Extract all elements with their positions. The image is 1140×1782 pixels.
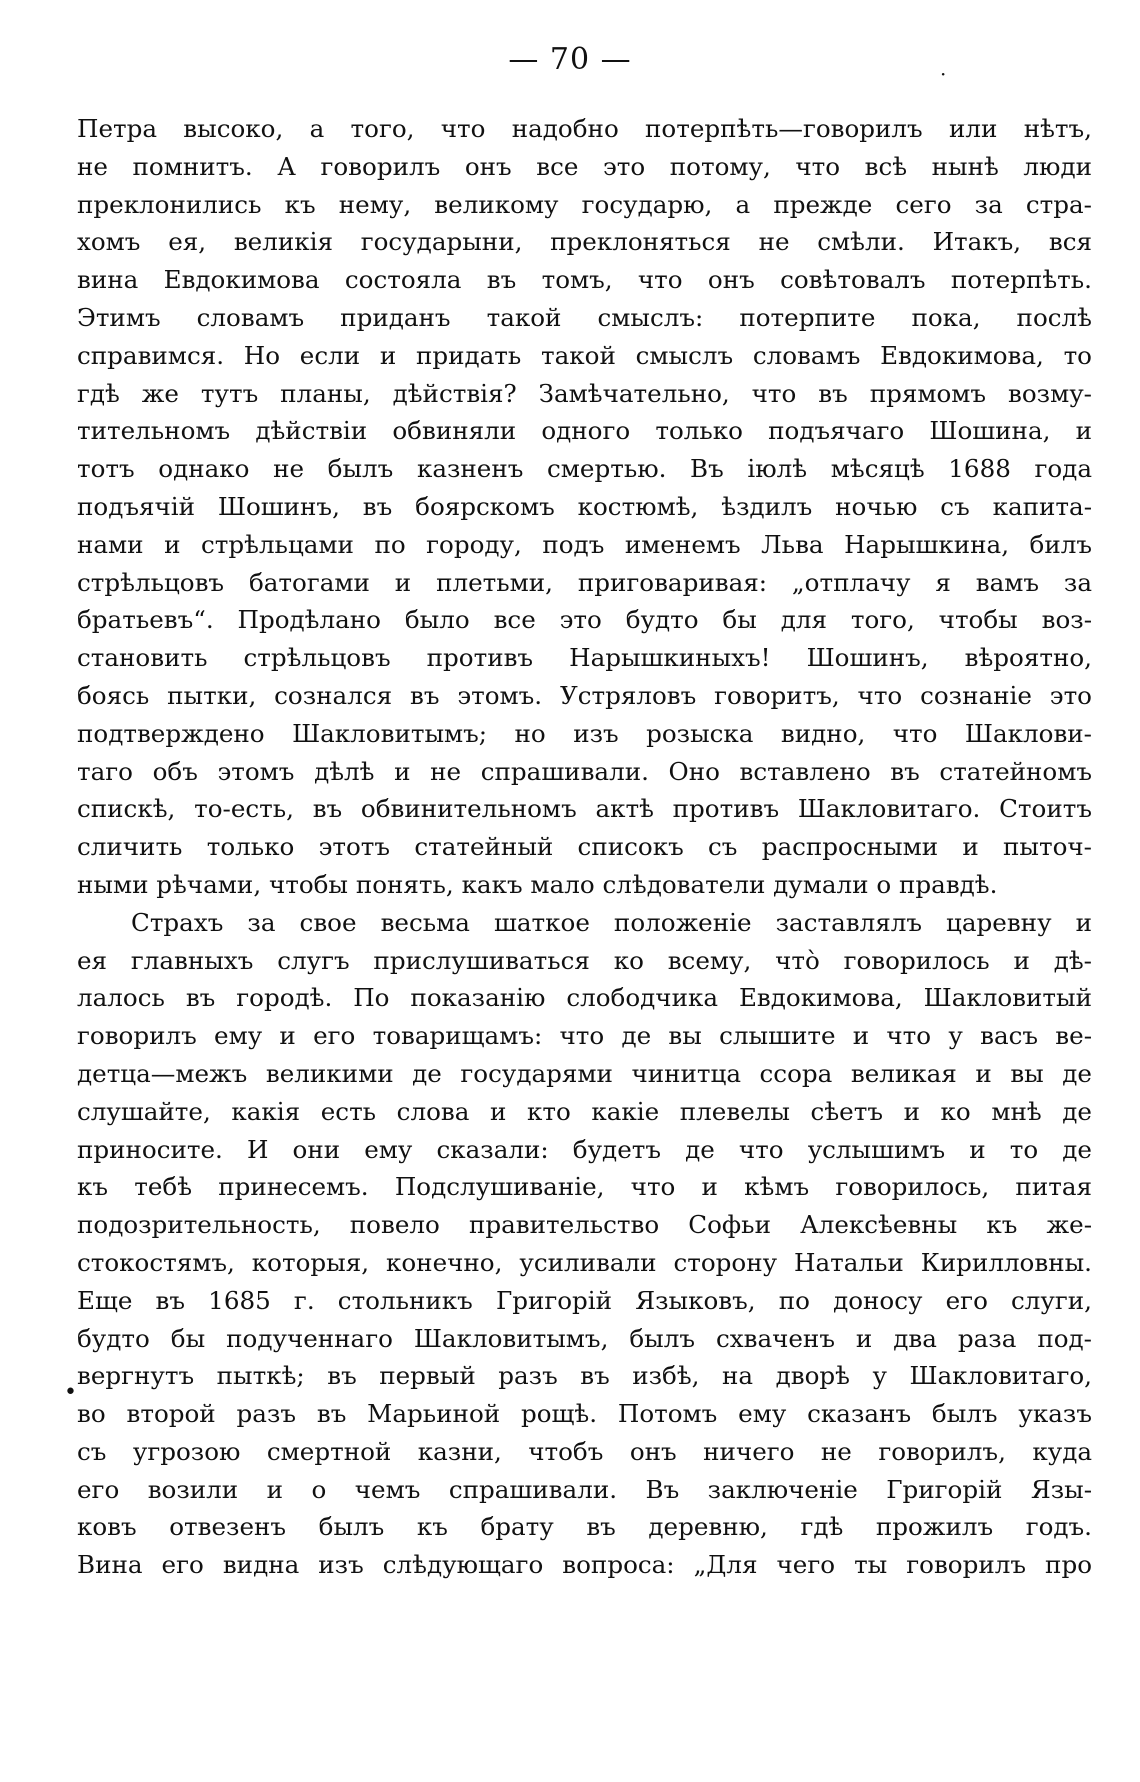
text-line: будто бы подученнаго Шакловитымъ, былъ схваченъ и два раза под- (77, 1323, 1092, 1353)
text-line: ея главныхъ слугъ прислушиваться ко всему, что̀ говорилось и дѣ- (77, 945, 1092, 975)
text-line: братьевъ“. Продѣлано было все это будто бы для того, чтобы воз- (77, 605, 1092, 635)
text-line: таго объ этомъ дѣлѣ и не спрашивали. Оно вставлено въ статейномъ (77, 756, 1092, 786)
text-line: спискѣ, то-есть, въ обвинительномъ актѣ противъ Шакловитаго. Стоитъ (77, 794, 1092, 824)
text-line: къ тебѣ принесемъ. Подслушиваніе, что и кѣмъ говорилось, питая (77, 1172, 1092, 1202)
text-line: становить стрѣльцовъ противъ Нарышкиныхъ! Шошинъ, вѣроятно, (77, 643, 1092, 673)
paragraph-2 (77, 904, 1092, 1584)
text-line: нами и стрѣльцами по городу, подъ именемъ Льва Нарышкина, билъ (77, 529, 1092, 559)
text-line: тотъ однако не былъ казненъ смертью. Въ іюлѣ мѣсяцѣ 1688 года (77, 454, 1092, 484)
text-line: вергнутъ пыткѣ; въ первый разъ въ избѣ, на дворѣ у Шакловитаго, (77, 1361, 1092, 1391)
text-line: стокостямъ, которыя, конечно, усиливали сторону Натальи Кирилловны. (77, 1247, 1092, 1277)
page-mark: · (940, 62, 947, 86)
paragraph-1 (77, 110, 1092, 904)
text-line: хомъ ея, великія государыни, преклоняться не смѣли. Итакъ, вся (77, 227, 1092, 257)
page-number: — 70 — (508, 42, 632, 77)
text-line: вина Евдокимова состояла въ томъ, что онъ совѣтовалъ потерпѣть. (77, 265, 1092, 295)
text-line: не помнитъ. А говорилъ онъ все это потому, что всѣ нынѣ люди (77, 151, 1092, 181)
body-text (77, 110, 1092, 1584)
text-line: подозрительность, повело правительство Софьи Алексѣевны къ же- (77, 1210, 1092, 1240)
text-line: справимся. Но если и придать такой смыслъ словамъ Евдокимова, то (77, 340, 1092, 370)
text-line: слушайте, какія есть слова и кто какіе плевелы сѣетъ и ко мнѣ де (77, 1096, 1092, 1126)
text-line: подтверждено Шакловитымъ; но изъ розыска видно, что Шаклови- (77, 718, 1092, 748)
text-line: Петра высоко, а того, что надобно потерпѣть—говорилъ или нѣтъ, (77, 114, 1092, 143)
text-line: Страхъ за свое весьма шаткое положеніе заставлялъ царевну и (131, 907, 1092, 937)
text-line: преклонились къ нему, великому государю, а прежде сего за стра- (77, 189, 1092, 219)
text-line: приносите. И они ему сказали: будетъ де что услышимъ и то де (77, 1134, 1092, 1164)
text-line: стрѣльцовъ батогами и плетьми, приговаривая: „отплачу я вамъ за (77, 567, 1092, 597)
text-line: съ угрозою смертной казни, чтобъ онъ ничего не говорилъ, куда (77, 1436, 1092, 1466)
text-line: тительномъ дѣйствіи обвиняли одного только подъячаго Шошина, и (77, 416, 1092, 446)
text-line: гдѣ же тутъ планы, дѣйствія? Замѣчательно, что въ прямомъ возму- (77, 378, 1092, 408)
text-line: детца—межъ великими де государями чинитца ссора великая и вы де (77, 1058, 1092, 1088)
text-line: Вина его видна изъ слѣдующаго вопроса: „Для чего ты говорилъ про (77, 1550, 1092, 1580)
text-line: во второй разъ въ Марьиной рощѣ. Потомъ ему сказанъ былъ указъ (77, 1399, 1092, 1429)
text-line: лалось въ городѣ. По показанію слободчика Евдокимова, Шакловитый (77, 983, 1092, 1013)
text-line: ковъ отвезенъ былъ къ брату въ деревню, гдѣ прожилъ годъ. (77, 1512, 1092, 1542)
text-line: ными рѣчами, чтобы понять, какъ мало слѣдователи думали о правдѣ. (77, 869, 998, 899)
margin-mark: • (64, 1380, 77, 1405)
text-line: сличить только этотъ статейный списокъ съ распросными и пыточ- (77, 832, 1092, 862)
text-line: Еще въ 1685 г. стольникъ Григорій Языковъ, по доносу его слуги, (77, 1285, 1092, 1315)
text-line: подъячій Шошинъ, въ боярскомъ костюмѣ, ѣздилъ ночью съ капита- (77, 491, 1092, 521)
text-line: говорилъ ему и его товарищамъ: что де вы слышите и что у васъ ве- (77, 1021, 1092, 1051)
text-line: Этимъ словамъ приданъ такой смыслъ: потерпите пока, послѣ (77, 302, 1092, 332)
text-line: его возили и о чемъ спрашивали. Въ заключеніе Григорій Язы- (77, 1474, 1092, 1504)
text-line: боясь пытки, сознался въ этомъ. Устряловъ говоритъ, что сознаніе это (77, 680, 1092, 710)
